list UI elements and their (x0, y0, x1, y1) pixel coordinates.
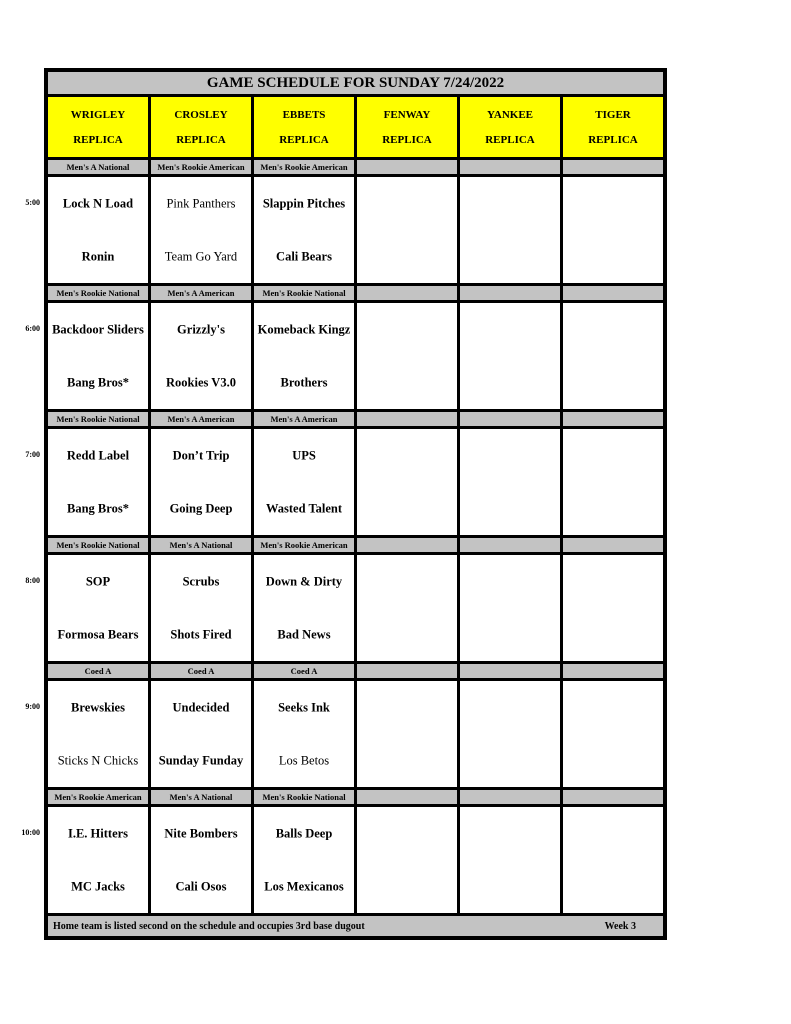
division-label: Men's Rookie National (48, 286, 148, 300)
game-cell (563, 807, 663, 913)
division-label: Coed A (254, 664, 354, 678)
division-label (563, 538, 663, 552)
division-label (460, 664, 560, 678)
home-team: Ronin (81, 249, 115, 263)
game-cell (48, 681, 148, 787)
division-label (460, 790, 560, 804)
time-label: 5:00 (25, 198, 40, 207)
game-cell (563, 303, 663, 409)
home-team: Shots Fired (170, 627, 232, 641)
home-team: Wasted Talent (265, 501, 343, 515)
game-cell (357, 429, 457, 535)
visitor-team: Komeback Kingz (257, 322, 351, 336)
venue-replica-label: REPLICA (382, 133, 432, 146)
visitor-team: Undecided (172, 700, 230, 714)
division-label: Men's A National (151, 790, 251, 804)
visitor-team: Lock N Load (62, 196, 134, 210)
division-label: Men's A American (151, 412, 251, 426)
game-cell (48, 303, 148, 409)
division-label: Coed A (48, 664, 148, 678)
game-cell (48, 429, 148, 535)
visitor-team: Balls Deep (275, 826, 333, 840)
venue-name: YANKEE (486, 108, 534, 121)
division-label: Men's A National (151, 538, 251, 552)
home-team: Los Betos (278, 753, 330, 767)
game-cell (254, 807, 354, 913)
venue-name: CROSLEY (174, 108, 228, 121)
division-label: Men's A American (254, 412, 354, 426)
division-label: Men's Rookie American (151, 160, 251, 174)
venue-name: TIGER (595, 108, 631, 121)
division-label: Men's A American (151, 286, 251, 300)
game-cell (48, 177, 148, 283)
game-cell (254, 303, 354, 409)
division-label: Coed A (151, 664, 251, 678)
game-cell (151, 807, 251, 913)
venue-name: EBBETS (282, 108, 326, 121)
venue-replica-label: REPLICA (176, 133, 226, 146)
home-team: Rookies V3.0 (166, 375, 236, 389)
game-cell (563, 681, 663, 787)
division-label: Men's A National (48, 160, 148, 174)
division-label: Men's Rookie American (254, 538, 354, 552)
game-cell (563, 429, 663, 535)
visitor-team: Seeks Ink (278, 700, 330, 714)
week-label: Week 3 (604, 920, 636, 932)
division-label (563, 286, 663, 300)
visitor-team: Nite Bombers (164, 826, 238, 840)
division-label (563, 790, 663, 804)
schedule-table (44, 68, 667, 940)
footer-row (48, 916, 663, 936)
visitor-team: Grizzly's (177, 322, 225, 336)
visitor-team: Backdoor Sliders (52, 322, 144, 336)
game-cell (460, 303, 560, 409)
venue-header-wrigley (48, 97, 148, 157)
game-cell (563, 177, 663, 283)
game-cell (460, 681, 560, 787)
game-cell (357, 681, 457, 787)
division-label (460, 160, 560, 174)
time-label: 9:00 (25, 702, 40, 711)
game-cell (151, 177, 251, 283)
game-cell (151, 555, 251, 661)
home-team: Cali Osos (175, 879, 227, 893)
visitor-team: I.E. Hitters (67, 826, 129, 840)
game-cell (563, 555, 663, 661)
venue-replica-label: REPLICA (279, 133, 329, 146)
division-label (357, 160, 457, 174)
venue-header-fenway (357, 97, 457, 157)
game-cell (357, 303, 457, 409)
visitor-team: Pink Panthers (166, 196, 236, 210)
venue-header-tiger (563, 97, 663, 157)
home-team: Sticks N Chicks (57, 753, 139, 767)
venue-replica-label: REPLICA (485, 133, 535, 146)
division-label (563, 412, 663, 426)
home-team: Cali Bears (276, 249, 332, 263)
division-label (460, 538, 560, 552)
game-cell (357, 177, 457, 283)
visitor-team: Don’t Trip (172, 448, 230, 462)
division-label: Men's Rookie National (48, 412, 148, 426)
game-cell (460, 555, 560, 661)
time-label: 6:00 (25, 324, 40, 333)
game-cell (254, 429, 354, 535)
division-label: Men's Rookie American (254, 160, 354, 174)
visitor-team: Brewskies (71, 700, 125, 714)
division-label: Men's Rookie American (48, 790, 148, 804)
game-cell (460, 177, 560, 283)
schedule-title: GAME SCHEDULE FOR SUNDAY 7/24/2022 (48, 72, 663, 94)
division-label (357, 790, 457, 804)
home-team: Formosa Bears (57, 627, 139, 641)
game-cell (48, 807, 148, 913)
division-label (460, 286, 560, 300)
division-label (357, 538, 457, 552)
division-label (563, 160, 663, 174)
home-team: Bang Bros* (67, 501, 129, 515)
division-label: Men's Rookie National (254, 286, 354, 300)
division-label (460, 412, 560, 426)
venue-replica-label: REPLICA (73, 133, 123, 146)
game-cell (357, 555, 457, 661)
division-label (563, 664, 663, 678)
game-cell (254, 555, 354, 661)
home-team: MC Jacks (71, 879, 125, 893)
visitor-team: Slappin Pitches (262, 196, 346, 210)
visitor-team: UPS (292, 448, 316, 462)
venue-header-ebbets (254, 97, 354, 157)
visitor-team: Down & Dirty (265, 574, 343, 588)
division-label (357, 664, 457, 678)
game-cell (460, 429, 560, 535)
venue-header-yankee (460, 97, 560, 157)
home-team: Sunday Funday (158, 753, 244, 767)
division-label: Men's Rookie National (48, 538, 148, 552)
game-cell (151, 681, 251, 787)
venue-name: WRIGLEY (70, 108, 126, 121)
visitor-team: Scrubs (182, 574, 220, 588)
time-label: 10:00 (21, 828, 40, 837)
home-team: Los Mexicanos (264, 879, 344, 893)
game-cell (357, 807, 457, 913)
visitor-team: SOP (85, 574, 111, 588)
game-cell (254, 177, 354, 283)
time-gutter (0, 0, 42, 1024)
home-team: Team Go Yard (164, 249, 238, 263)
division-label: Men's Rookie National (254, 790, 354, 804)
visitor-team: Redd Label (66, 448, 130, 462)
home-team: Going Deep (169, 501, 233, 515)
game-cell (460, 807, 560, 913)
venue-replica-label: REPLICA (588, 133, 638, 146)
game-cell (151, 303, 251, 409)
game-cell (48, 555, 148, 661)
time-label: 8:00 (25, 576, 40, 585)
game-cell (254, 681, 354, 787)
footer-note: Home team is listed second on the schedule and occupies 3rd base dugout (53, 920, 365, 932)
home-team: Bad News (277, 627, 331, 641)
division-label (357, 286, 457, 300)
division-label (357, 412, 457, 426)
venue-name: FENWAY (383, 108, 431, 121)
game-cell (151, 429, 251, 535)
time-label: 7:00 (25, 450, 40, 459)
home-team: Bang Bros* (67, 375, 129, 389)
venue-header-crosley (151, 97, 251, 157)
home-team: Brothers (280, 375, 328, 389)
